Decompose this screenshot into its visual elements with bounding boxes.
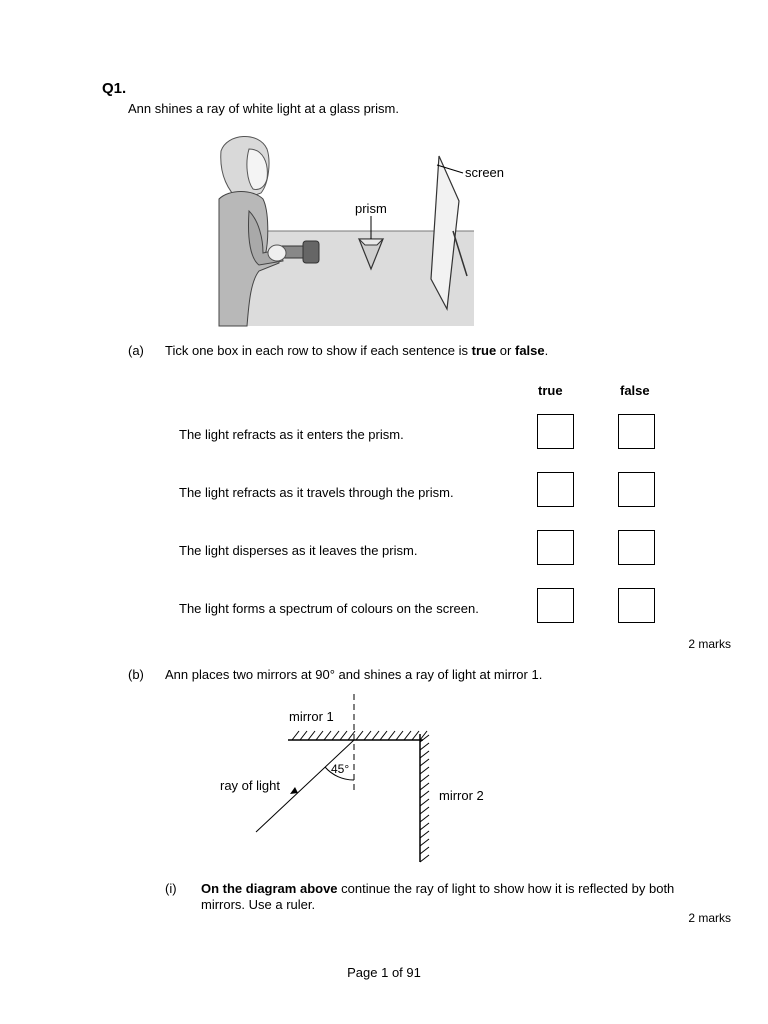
question-intro: Ann shines a ray of white light at a glass prism. xyxy=(128,101,399,116)
prism-scene-drawing xyxy=(219,131,505,326)
instruction-text: Tick one box in each row to show if each sentence is xyxy=(165,343,472,358)
statement-4: The light forms a spectrum of colours on the screen. xyxy=(179,601,479,616)
statement-2: The light refracts as it travels through the prism. xyxy=(179,485,454,500)
part-a-instruction xyxy=(165,343,548,358)
instruction-true: true xyxy=(471,343,497,358)
part-b-i-marks: 2 marks xyxy=(688,911,731,925)
tickbox-row2-false[interactable] xyxy=(618,472,655,507)
column-header-false: false xyxy=(620,383,650,398)
label-mirror-1: mirror 1 xyxy=(289,709,334,724)
tickbox-row3-false[interactable] xyxy=(618,530,655,565)
tickbox-row1-false[interactable] xyxy=(618,414,655,449)
part-b-label: (b) xyxy=(128,667,144,682)
part-b-text: Ann places two mirrors at 90° and shines a ray of light at mirror 1. xyxy=(165,667,543,682)
label-ray-of-light: ray of light xyxy=(220,778,280,793)
part-b-i-text xyxy=(201,881,701,913)
question-number: Q1. xyxy=(102,80,127,97)
part-b-i-body: continue the ray of light to show how it is reflected by both mirrors. Use a ruler. xyxy=(201,881,675,912)
mirror-diagram-drawing xyxy=(218,694,498,870)
instruction-false: false xyxy=(514,343,545,358)
instruction-end: . xyxy=(544,343,549,358)
tickbox-row3-true[interactable] xyxy=(537,530,574,565)
tickbox-row2-true[interactable] xyxy=(537,472,574,507)
column-header-true: true xyxy=(538,383,563,398)
label-angle: 45° xyxy=(331,762,350,776)
part-a-label: (a) xyxy=(128,343,144,358)
label-screen: screen xyxy=(465,165,505,180)
instruction-or: or xyxy=(496,343,515,358)
page-footer: Page 1 of 91 xyxy=(347,965,421,980)
mirror-diagram xyxy=(218,694,498,870)
part-a-marks: 2 marks xyxy=(688,637,731,651)
part-b-i-bold: On the diagram above xyxy=(201,881,338,896)
prism-illustration xyxy=(219,131,505,326)
tickbox-row1-true[interactable] xyxy=(537,414,574,449)
label-mirror-2: mirror 2 xyxy=(439,788,484,803)
label-prism: prism xyxy=(355,201,387,216)
tickbox-row4-true[interactable] xyxy=(537,588,574,623)
statement-1: The light refracts as it enters the prism. xyxy=(179,427,404,442)
part-b-i-label: (i) xyxy=(165,881,177,896)
statement-3: The light disperses as it leaves the prism. xyxy=(179,543,418,558)
tickbox-row4-false[interactable] xyxy=(618,588,655,623)
